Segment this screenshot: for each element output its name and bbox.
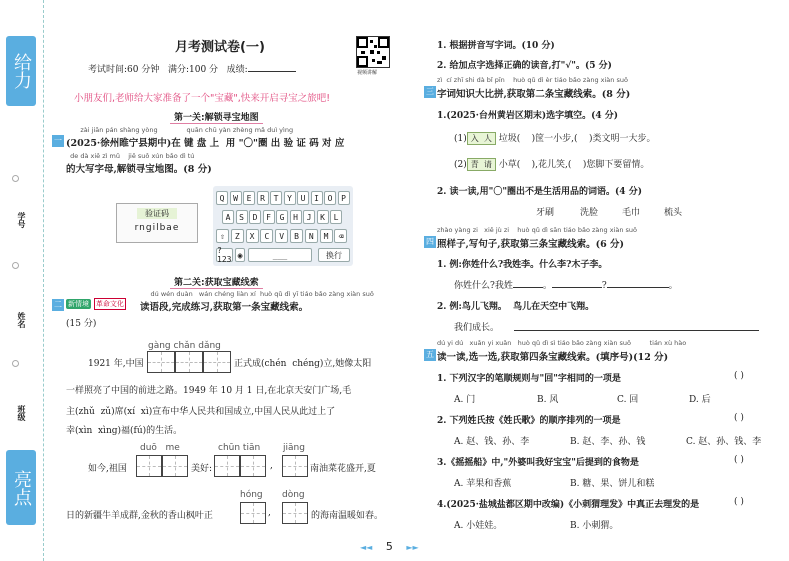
key-p[interactable]: P: [338, 191, 350, 205]
binding-hole: [12, 262, 19, 269]
write-box[interactable]: [147, 351, 175, 373]
intro-banner: 小朋友们,老师给大家准备了一个"宝藏",快来开启寻宝之旅吧!: [74, 93, 331, 104]
sidebar-bottom-tab-text: 亮点: [11, 469, 32, 506]
sidebar-top-tab-text: 给力: [11, 53, 32, 89]
write-box[interactable]: [136, 455, 162, 477]
verify-code: rngilbae: [134, 223, 180, 233]
write-box[interactable]: [240, 455, 266, 477]
answer-paren[interactable]: ( ): [734, 371, 744, 381]
option-a[interactable]: A. 苹果和香蕉: [454, 479, 512, 489]
hat-options-1: 入 人: [467, 132, 496, 145]
section-badge-2: 二: [54, 300, 62, 309]
passage-line-5a: 如今,祖国: [88, 464, 127, 474]
key-e[interactable]: E: [243, 191, 255, 205]
page-pager: [360, 540, 419, 553]
level2-question: 读语段,完成练习,获取第一条宝藏线索。: [140, 302, 309, 313]
option-a[interactable]: A. 小娃娃。: [454, 521, 503, 531]
section4-q2: 2. 例:鸟儿飞翔。 鸟儿在天空中飞翔。: [437, 302, 595, 312]
section3-title: 字词知识大比拼,获取第二条宝藏线索。(8 分): [437, 89, 631, 100]
section5-pinyin: dú yi dú xuǎn yi xuǎn huò qǔ dì sì tiáo bǎo zàng xiàn suǒ tián xù hào: [437, 339, 687, 347]
key-u[interactable]: U: [297, 191, 309, 205]
section5-q3: 3.《摇摇船》中,"外婆叫我好宝宝"后提到的食物是: [437, 458, 639, 468]
passage-line-5b: 美好:: [191, 464, 213, 474]
key-b[interactable]: B: [290, 229, 303, 243]
key-o[interactable]: O: [324, 191, 336, 205]
option-d[interactable]: D. 后: [689, 395, 711, 405]
next-page-icon[interactable]: ►►: [406, 543, 419, 552]
enter-key[interactable]: 换行: [318, 248, 350, 262]
q1a-text: 垃圾( )筐一小步,( )类文明一大步。: [498, 134, 656, 144]
q1b-num: (2): [454, 160, 467, 170]
key-a[interactable]: A: [222, 210, 234, 224]
prev-page-icon[interactable]: ◄◄: [360, 543, 373, 552]
key-i[interactable]: I: [311, 191, 323, 205]
page-number: 5: [385, 540, 393, 553]
level1-title: 第一关:解锁寻宝地图: [170, 110, 263, 124]
q1b-text: 小草( ),花儿笑,( )您脚下要留情。: [498, 160, 650, 170]
key-t[interactable]: T: [270, 191, 282, 205]
key-s[interactable]: S: [236, 210, 248, 224]
section4-q1-blank: 你姓什么?我姓 。 ? 。: [454, 281, 678, 291]
qr-code-icon[interactable]: [356, 36, 390, 68]
level1-question: (2025·徐州睢宁县期中)在 键 盘 上 用 "〇"圈 出 验 证 码 对 应: [66, 138, 345, 149]
section4-q1: 1. 例:你姓什么?我姓李。什么李?木子李。: [437, 260, 608, 270]
key-m[interactable]: M: [320, 229, 333, 243]
word-option[interactable]: 牙刷: [536, 208, 555, 218]
option-a[interactable]: A. 赵、钱、孙、李: [454, 437, 530, 447]
section-badge-3: 三: [426, 87, 434, 96]
key-d[interactable]: D: [249, 210, 261, 224]
level2-title: 第二关:获取宝藏线索: [170, 275, 263, 289]
level2-score: (15 分): [66, 319, 97, 329]
section3-q1a: [454, 131, 656, 145]
page-title: 月考测试卷(一): [175, 40, 265, 55]
write-box[interactable]: [203, 351, 231, 373]
level1-question-2: 的大写字母,解锁寻宝地图。(8 分): [66, 164, 212, 175]
option-b[interactable]: B. 糖、果、饼儿和糕: [570, 479, 655, 489]
write-box[interactable]: [282, 502, 308, 524]
sidebar: [0, 0, 44, 561]
write-box[interactable]: [214, 455, 240, 477]
key-k[interactable]: K: [317, 210, 329, 224]
passage-line-1a: 1921 年,中国: [88, 359, 144, 369]
option-c[interactable]: C. 赵、孙、钱、李: [686, 437, 762, 447]
level1-pinyin2: de dà xiě zì mǔ jiě suǒ xún bǎo dì tú: [66, 152, 195, 160]
write-box[interactable]: [162, 455, 188, 477]
result-blank: [248, 71, 296, 72]
key-l[interactable]: L: [330, 210, 342, 224]
comma: ,: [268, 508, 271, 518]
shift-key[interactable]: ⇧: [216, 229, 229, 243]
key-g[interactable]: G: [276, 210, 288, 224]
emoji-key[interactable]: ◉: [235, 248, 245, 262]
level2-pinyin: dú wén duàn wán chéng liàn xí huò qǔ dì yī tiáo bǎo zàng xiàn suǒ: [134, 290, 374, 298]
key-z[interactable]: Z: [231, 229, 244, 243]
option-b[interactable]: B. 小刺猬。: [570, 521, 619, 531]
answer-blank[interactable]: [514, 330, 759, 331]
class-label: 班级: [17, 405, 26, 421]
answer-blank[interactable]: [513, 287, 543, 288]
passage-line-3: 主(zhǔ zǔ)席(xí xì)宣布中华人民共和国成立,中国人民从此过上了: [66, 407, 336, 417]
binding-hole: [12, 175, 19, 182]
key-y[interactable]: Y: [284, 191, 296, 205]
section4-pinyin: zhào yàng zi xiě jù zi huò qǔ dì sān tiáo bǎo zàng xiàn suǒ: [437, 226, 637, 234]
answer-paren[interactable]: ( ): [734, 413, 744, 423]
write-box[interactable]: [282, 455, 308, 477]
key-f[interactable]: F: [263, 210, 275, 224]
option-b[interactable]: B. 赵、李、孙、钱: [570, 437, 646, 447]
section5-q2: 2. 下列姓氏按《姓氏歌》的顺序排列的一项是: [437, 416, 621, 426]
word-option[interactable]: 毛巾: [622, 208, 641, 218]
answer-paren[interactable]: ( ): [734, 455, 744, 465]
section5-q4: 4.(2025·盐城盐都区期中改编)《小刺猬理发》中真正去理发的是: [437, 500, 700, 510]
passage-pinyin-3a: hóng: [240, 490, 263, 500]
write-box[interactable]: [175, 351, 203, 373]
section3-q1b: [454, 157, 649, 171]
answer-blank[interactable]: [552, 287, 602, 288]
sidebar-top-tab: [6, 36, 36, 106]
passage-line-1b: 正式成(chén chéng)立,她像太阳: [234, 359, 372, 369]
passage-pinyin-2b: chūn tiān: [218, 443, 261, 453]
key-q[interactable]: Q: [216, 191, 228, 205]
name-label: 姓名: [17, 312, 26, 328]
section-badge-4: 四: [426, 237, 434, 246]
level1-pinyin: zài jiān pán shàng yòng quān chū yàn zhèng mǎ duì yìng: [68, 126, 294, 134]
verify-title: 验证码: [137, 208, 177, 219]
key-x[interactable]: X: [246, 229, 259, 243]
passage-pinyin-1: gàng chǎn dǎng: [148, 341, 221, 351]
section3-pinyin: zì cí zhī shi dà bǐ pīn huò qǔ dì èr tiáo bǎo zàng xiàn suǒ: [437, 76, 628, 84]
sidebar-bottom-tab: [6, 450, 36, 525]
write-box[interactable]: [240, 502, 266, 524]
key-w[interactable]: W: [230, 191, 242, 205]
section3-q2: 2. 读一读,用"〇"圈出不是生活用品的词语。(4 分): [437, 187, 642, 197]
backspace-key[interactable]: ⌫: [334, 229, 347, 243]
section4-title: 照样子,写句子,获取第三条宝藏线索。(6 分): [437, 239, 625, 250]
student-id-label: 学号: [17, 212, 26, 228]
comma: ,: [270, 461, 273, 471]
key-j[interactable]: J: [303, 210, 315, 224]
right-q2: 2. 给加点字选择正确的读音,打"√"。(5 分): [437, 61, 612, 71]
result-label: 成绩:: [226, 65, 248, 75]
option-c[interactable]: C. 回: [617, 395, 639, 405]
numbers-key[interactable]: ?123: [217, 246, 232, 264]
right-q1: 1. 根据拼音写字词。(10 分): [437, 41, 555, 51]
option-b[interactable]: B. 风: [537, 395, 559, 405]
exam-meta: [88, 62, 296, 75]
score-label: 满分:100 分: [167, 65, 219, 75]
section-badge-5: 五: [426, 350, 434, 359]
time-label: 考试时间:60 分钟: [88, 65, 160, 75]
passage-line-5c: 南油菜花盛开,夏: [310, 464, 376, 474]
word-option[interactable]: 梳头: [664, 208, 683, 218]
key-h[interactable]: H: [290, 210, 302, 224]
verify-code-card: [116, 203, 198, 243]
key-r[interactable]: R: [257, 191, 269, 205]
answer-blank[interactable]: [607, 287, 669, 288]
level2-tags: [66, 298, 126, 310]
passage-line-4: 幸(xìn xìng)福(fú)的生活。: [66, 426, 183, 436]
qr-caption: 视频讲解: [357, 70, 378, 76]
q1a-num: (1): [454, 134, 467, 144]
answer-paren[interactable]: ( ): [734, 497, 744, 507]
section4-q2-prompt: 我们成长。: [454, 323, 500, 333]
hat-options-2: 青 请: [467, 158, 496, 171]
binding-hole: [12, 360, 19, 367]
key-v[interactable]: V: [275, 229, 288, 243]
section-badge-1: 一: [54, 136, 62, 145]
section3-q1: 1.(2025·台州黄岩区期末)选字填空。(4 分): [437, 111, 619, 121]
word-option[interactable]: 洗脸: [580, 208, 599, 218]
option-a[interactable]: A. 门: [454, 395, 476, 405]
passage-pinyin-3b: dòng: [282, 490, 305, 500]
passage-line-6b: 的海南温暖如春。: [311, 511, 384, 521]
passage-line-2: 一样照亮了中国的前进之路。1949 年 10 月 1 日,在北京天安门广场,毛: [66, 386, 352, 396]
passage-pinyin-2a: duō me: [140, 443, 180, 453]
tag-new-context: 新情境: [68, 300, 89, 308]
key-c[interactable]: C: [260, 229, 273, 243]
passage-pinyin-2c: jiāng: [283, 443, 305, 453]
tag-culture: 革命文化: [95, 300, 124, 308]
section5-q1: 1. 下列汉字的笔顺规则与"回"字相同的一项是: [437, 374, 621, 384]
q1b-prompt: 你姓什么?我姓: [454, 281, 513, 291]
key-n[interactable]: N: [305, 229, 318, 243]
space-key[interactable]: ___: [248, 248, 312, 262]
section5-title: 读一读,选一选,获取第四条宝藏线索。(填序号)(12 分): [437, 352, 669, 363]
passage-line-6a: 日的新疆牛羊成群,金秋的香山枫叶正: [66, 511, 213, 521]
